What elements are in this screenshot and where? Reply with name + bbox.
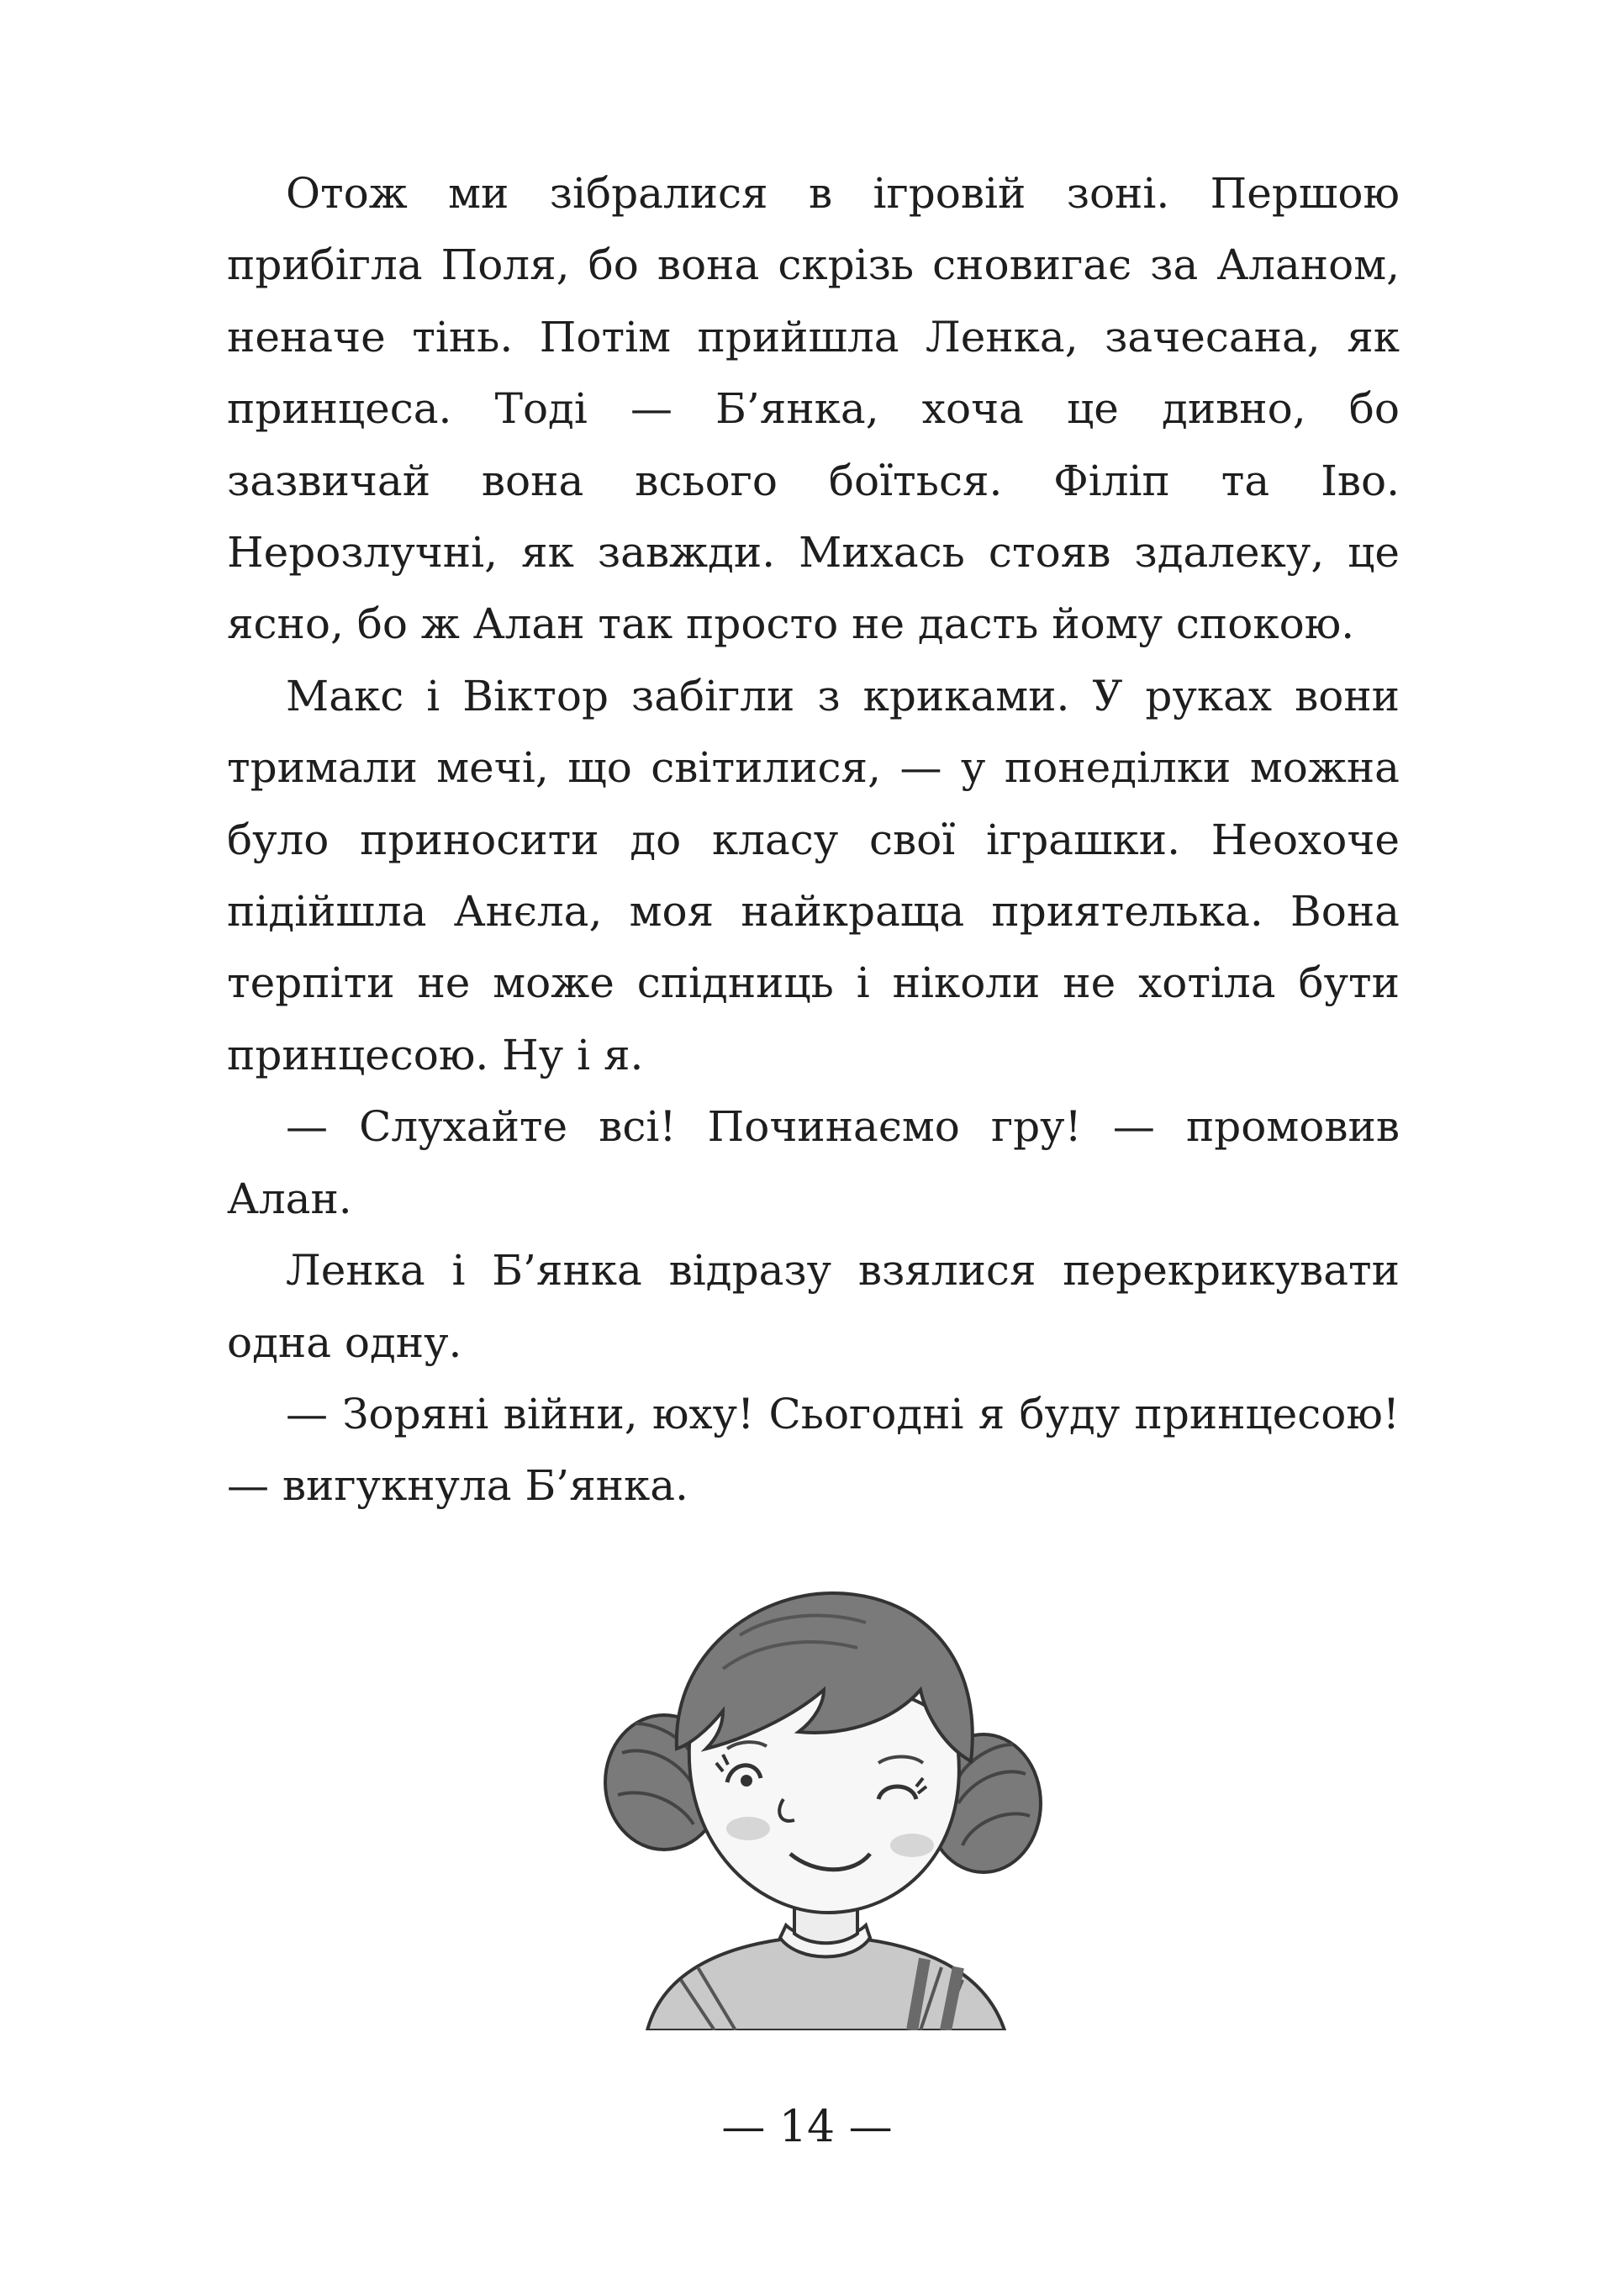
girl-with-hair-buns-icon: [588, 1543, 1059, 2030]
paragraph-5: — Зоряні війни, юху! Сьогодні я буду принцесою! — вигукнула Б’янка.: [227, 1389, 1400, 1511]
page-number: — 14 —: [721, 2102, 893, 2152]
paragraph-1: Отож ми зібралися в ігровій зоні. Першою прибігла Поля, бо вона скрізь сновигає за Аланом, неначе тінь. Потім прийшла Ленка, зачесана, як принцеса. Тоді — Б’янка, хоча це дивно, бо зазвичай вона всього боїться. Філіп та Іво. Нерозлучні, як завжди. Михась стояв здалеку, це ясно, бо ж Алан так просто не дасть йому спокою.: [227, 169, 1400, 649]
paragraph-3: — Слухайте всі! Починаємо гру! — промовив Алан.: [227, 1102, 1400, 1223]
paragraph-4: Ленка і Б’янка відразу взялися перекрикувати одна одну.: [227, 1246, 1400, 1367]
body-text: [227, 158, 1400, 1523]
girl-illustration: [588, 1543, 1059, 2030]
paragraph-2: Макс і Віктор забігли з криками. У руках вони тримали мечі, що світилися, — у понеділки можна було приносити до класу свої іграшки. Неохоче підійшла Анєла, моя найкраща приятелька. Вона терпіти не може спідниць і ніколи не хотіла бути принцесою. Ну і я.: [227, 671, 1400, 1079]
